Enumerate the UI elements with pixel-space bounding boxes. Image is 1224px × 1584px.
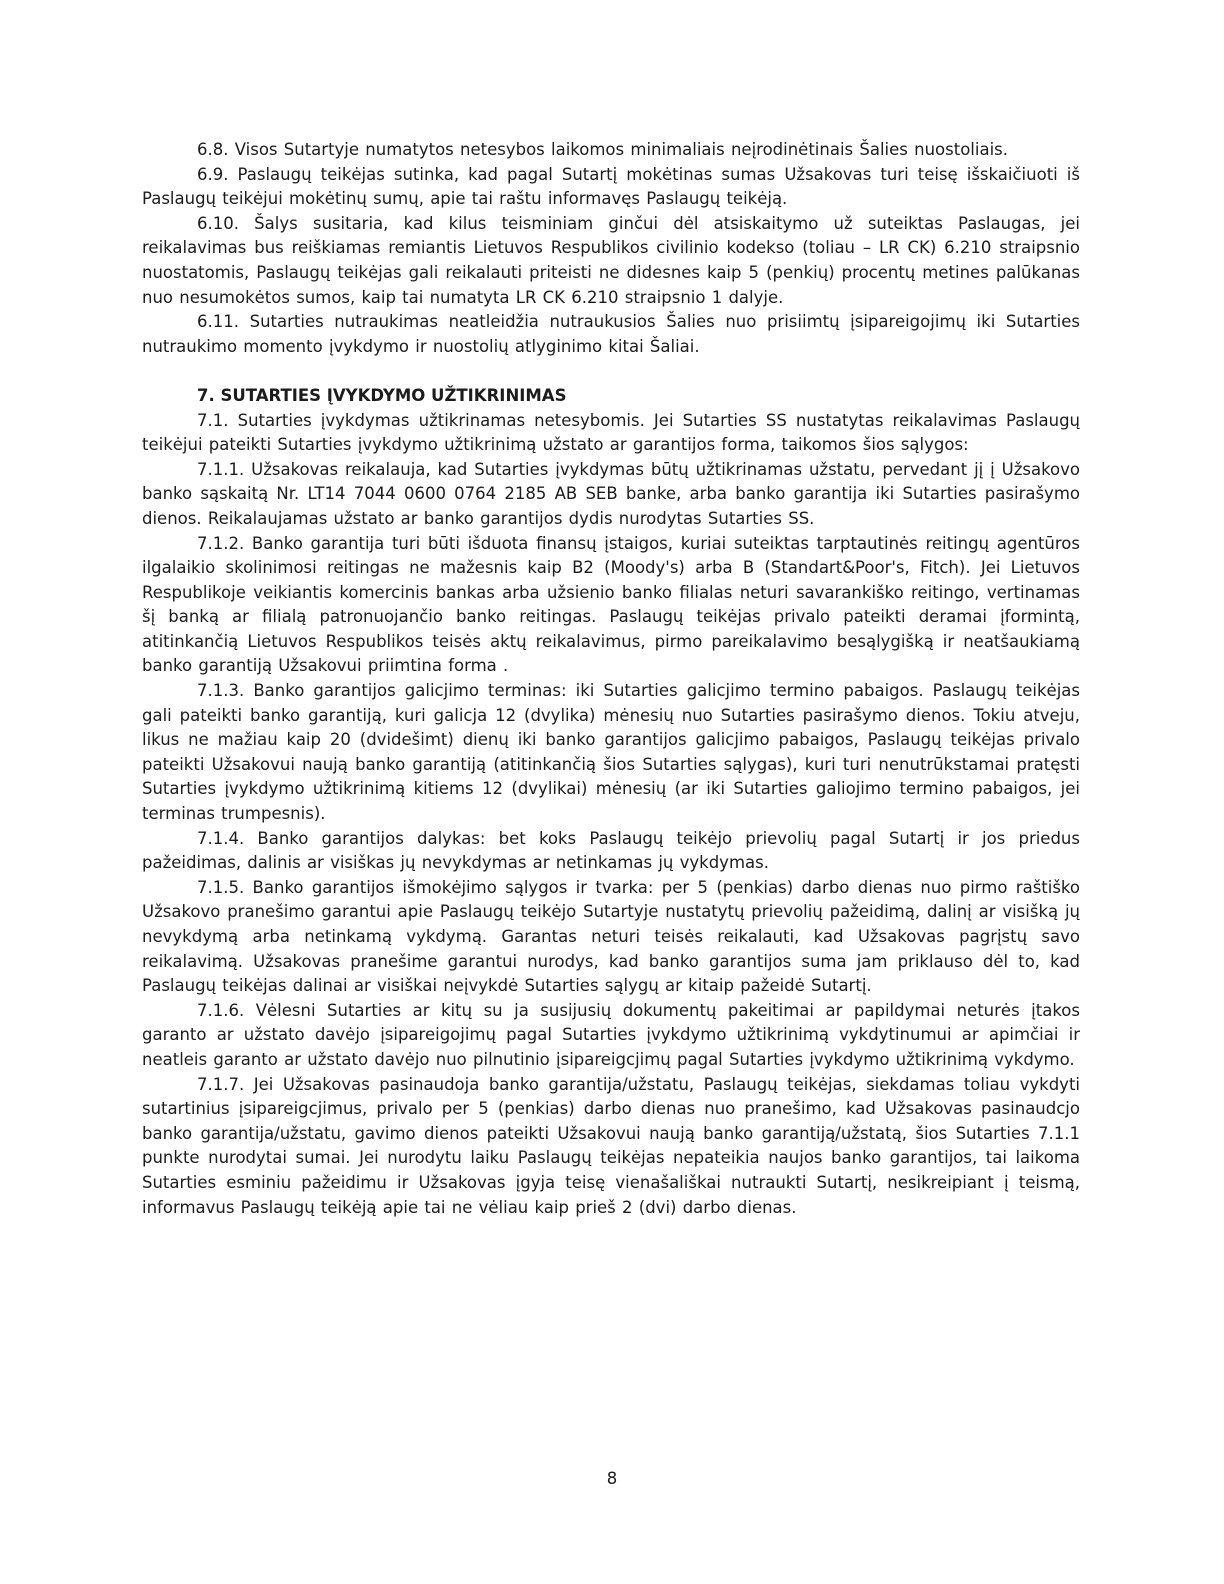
paragraph-7-1-2: 7.1.2. Banko garantija turi būti išduota finansų įstaigos, kuriai suteiktas tarptautinės reitingų agentūros ilgalaikio skolinimosi reitingas ne mažesnis kaip B2 (Moody's) arba B (Standart&Poor's, Fitch). Jei Lietuvos Respublikoje veikiantis komercinis bankas arba užsienio banko filialas neturi savarankiško reitingo, vertinamas šį banką ar filialą patronuojančio banko reitingas. Paslaugų teikėjas privalo pateikti deramai įformintą, atitinkančią Lietuvos Respublikos teisės aktų reikalavimus, pirmo pareikalavimo besąlygišką ir neatšaukiamą banko garantiją Užsakovui priimtina forma . xyxy=(142,533,1080,676)
paragraph-7-1-1: 7.1.1. Užsakovas reikalauja, kad Sutarties įvykdymas būtų užtikrinamas užstatu, pervedant jį į Užsakovo banko sąskaitą Nr. LT14 7044 0600 0764 2185 AB SEB banke, arba banko garantija iki Sutarties pasirašymo dienos. Reikalaujamas užstato ar banko garantijos dydis nurodytas Sutarties SS. xyxy=(142,459,1080,528)
paragraph-7-1-6: 7.1.6. Vėlesni Sutarties ar kitų su ja susijusių dokumentų pakeitimai ar papildymai neturės įtakos garanto ar užstato davėjo įsipareigojimų pagal Sutarties įvykdymo užtikrinimą vykdytinumui ar apimčiai ir neatleis garanto ar užstato davėjo nuo pilnutinio įsipareigcjimų pagal Sutarties įvykdymo užtikrinimą vykdymo. xyxy=(142,1000,1080,1069)
paragraph-6-9: 6.9. Paslaugų teikėjas sutinka, kad pagal Sutartį mokėtinas sumas Užsakovas turi teisę išskaičiuoti iš Paslaugų teikėjui mokėtinų sumų, apie tai raštu informavęs Paslaugų teikėją. xyxy=(142,164,1080,209)
paragraph-7-1-7: 7.1.7. Jei Užsakovas pasinaudoja banko garantija/užstatu, Paslaugų teikėjas, siekdamas toliau vykdyti sutartinius įsipareigcjimus, privalo per 5 (penkias) darbo dienas nuo pranešimo, kad Užsakovas pasinaudcjo banko garantija/užstatu, gavimo dienos pateikti Užsakovui naują banko garantiją/užstatą, šios Sutarties 7.1.1 punkte nurodytai sumai. Jei nurodytu laiku Paslaugų teikėjas nepateikia naujos banko garantijos, tai laikoma Sutarties esminiu pažeidimu ir Užsakovas įgyja teisę vienašališkai nutraukti Sutartį, nesikreipiant į teismą, informavus Paslaugų teikėją apie tai ne vėliau kaip prieš 2 (dvi) darbo dienas. xyxy=(142,1074,1080,1217)
page-number: 8 xyxy=(606,1469,618,1489)
paragraph-6-11: 6.11. Sutarties nutraukimas neatleidžia nutraukusios Šalies nuo prisiimtų įsipareigojimų iki Sutarties nutraukimo momento įvykdymo ir nuostolių atlyginimo kitai Šaliai. xyxy=(142,312,1080,356)
paragraph-7-1-4: 7.1.4. Banko garantijos dalykas: bet koks Paslaugų teikėjo prievolių pagal Sutartį ir jos priedus pažeidimas, dalinis ar visiškas jų nevykdymas ar netinkamas jų vykdymas. xyxy=(142,828,1080,873)
paragraph-6-8: 6.8. Visos Sutartyje numatytos netesybos laikomos minimaliais neįrodinėtinais Šalies nuostoliais. xyxy=(197,140,1009,159)
paragraph-7-1-3: 7.1.3. Banko garantijos galicjimo terminas: iki Sutarties galicjimo termino pabaigos. Paslaugų teikėjas gali pateikti banko garantiją, kuri galicja 12 (dvylika) mėnesių nuo Sutarties pasirašymo dienos. Tokiu atveju, likus ne mažiau kaip 20 (dvidešimt) dienų iki banko garantijos galicjimo pabaigos, Paslaugų teikėjas privalo pateikti Užsakovui naują banko garantiją (atitinkančią šios Sutarties sąlygas), kuri turi nenutrūkstamai pratęsti Sutarties įvykdymo užtikrinimą kitiems 12 (dvylikai) mėnesių (ar iki Sutarties galiojimo termino pabaigos, jei terminas trumpesnis). xyxy=(142,681,1080,824)
paragraph-7-1: 7.1. Sutarties įvykdymas užtikrinamas netesybomis. Jei Sutarties SS nustatytas reikalavimas Paslaugų teikėjui pateikti Sutarties įvykdymo užtikrinimą užstato ar garantijos forma, taikomos šios sąlygos: xyxy=(142,410,1080,455)
paragraph-6-10: 6.10. Šalys susitaria, kad kilus teisminiam ginčui dėl atsiskaitymo už suteiktas Paslaugas, jei reikalavimas bus reiškiamas remiantis Lietuvos Respublikos civilinio kodekso (toliau – LR CK) 6.210 straipsnio nuostatomis, Paslaugų teikėjas gali reikalauti priteisti ne didesnes kaip 5 (penkių) procentų metines palūkanas nuo nesumokėtos sumos, kaip tai numatyta LR CK 6.210 straipsnio 1 dalyje. xyxy=(142,213,1080,307)
section-heading-7: 7. SUTARTIES ĮVYKDYMO UŽTIKRINIMAS xyxy=(197,385,567,405)
paragraph-7-1-5: 7.1.5. Banko garantijos išmokėjimo sąlygos ir tvarka: per 5 (penkias) darbo dienas nuo pirmo raštiško Užsakovo pranešimo garantui apie Paslaugų teikėjo Sutartyje nustatytų prievolių pažeidimą, dalinį ar visišką jų nevykdymą arba netinkamą vykdymą. Garantas neturi teisės reikalauti, kad Užsakovas pagrįstų savo reikalavimą. Užsakovas pranešime garantui nurodys, kad banko garantijos suma jam priklauso dėl to, kad Paslaugų teikėjas dalinai ar visiškai neįvykdė Sutarties sąlygų ar kitaip pažeidė Sutartį. xyxy=(142,877,1080,996)
